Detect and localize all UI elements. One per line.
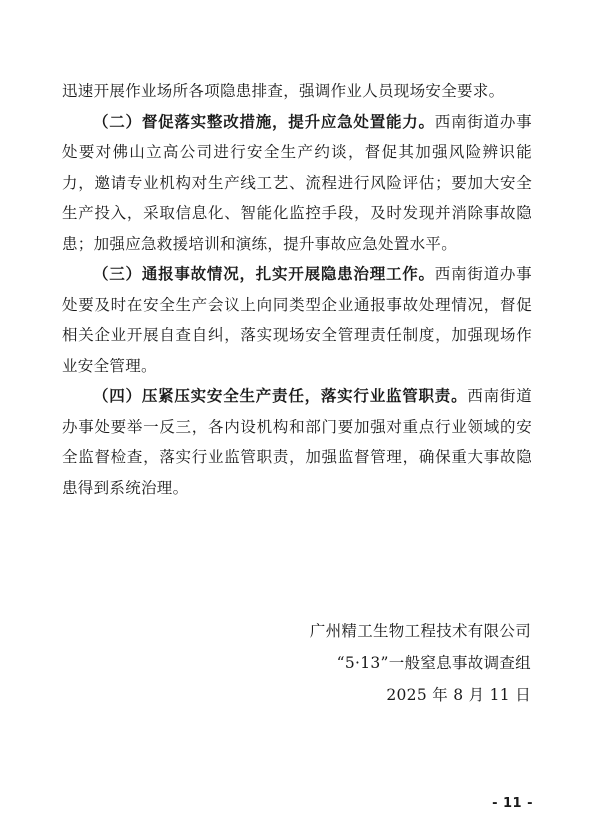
section-body-4: 西南街道办事处要举一反三，各内设机构和部门要加强对重点行业领域的安全监督检查，落实行业监管职责，加强监督管理，确保重大事故隐患得到系统治理。: [62, 387, 533, 497]
signature-group: “5·13”一般窒息事故调查组: [336, 654, 531, 672]
section-body-3: 西南街道办事处要及时在安全生产会议上向同类型企业通报事故处理情况，督促相关企业开展自查自纠，落实现场安全管理责任制度，加强现场作业安全管理。: [62, 265, 532, 375]
signature-date: 2025 年 8 月 11 日: [386, 686, 531, 704]
section-heading-2: （二）督促落实整改措施，提升应急处置能力。: [93, 111, 435, 131]
document-body: [62, 76, 532, 503]
signature-block: [310, 615, 531, 711]
continuation-paragraph: 迅速开展作业场所各项隐患排查，强调作业人员现场安全要求。: [62, 82, 505, 100]
section-paragraph-2: [62, 107, 532, 260]
page-number: - 11 -: [492, 796, 533, 811]
section-heading-4: （四）压紧压实安全生产责任，落实行业监管职责。: [93, 386, 468, 405]
section-heading-3: （三）通报事故情况，扎实开展隐患治理工作。: [93, 264, 435, 283]
section-paragraph-3: [62, 259, 532, 381]
section-paragraph-4: [62, 381, 532, 503]
section-body-2: 西南街道办事处要对佛山立高公司进行安全生产约谈，督促其加强风险辨识能力，邀请专业机构对生产线工艺、流程进行风险评估；要加大安全生产投入，采取信息化、智能化监控手段，及时发现并消除事故隐患；加强应急救援培训和演练，提升事故应急处置水平。: [62, 112, 532, 253]
signature-company: 广州精工生物工程技术有限公司: [309, 622, 531, 640]
